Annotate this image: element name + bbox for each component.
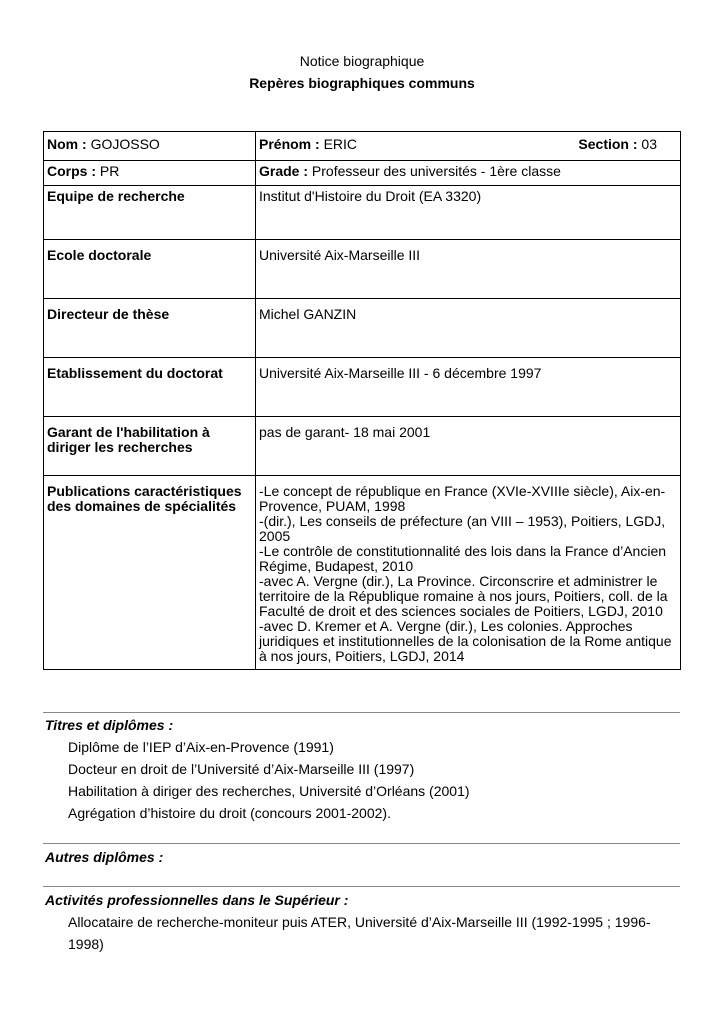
row-value: Institut d'Histoire du Droit (EA 3320) [256,186,681,240]
titres-item: Habilitation à diriger des recherches, Université d’Orléans (2001) [68,783,470,799]
grade-label: Grade : [259,163,309,179]
row-publications [44,476,681,670]
publication-item: -Le contrôle de constitutionnalité des lois dans la France d’Ancien Régime, Budapest, 2010 [259,543,667,574]
section-divider [43,843,680,844]
row-ecole [44,240,681,299]
identity-row-2 [44,161,681,186]
prenom-label: Prénom : [259,136,320,152]
section-divider [43,712,680,713]
publication-item: -Le concept de république en France (XVIe-XVIIIe siècle), Aix-en-Provence, PUAM, 1998 [259,483,666,514]
row-label: Ecole doctorale [44,240,256,299]
nom-value: GOJOSSO [90,136,160,152]
publications-label: Publications caractéristiques des domaines de spécialités [44,476,256,670]
titres-heading: Titres et diplômes : [45,717,174,733]
section-value: 03 [641,136,657,152]
row-label: Equipe de recherche [44,186,256,240]
row-label: Directeur de thèse [44,299,256,358]
row-equipe [44,186,681,240]
row-value: pas de garant- 18 mai 2001 [256,417,681,476]
row-etablissement [44,358,681,417]
titres-item: Docteur en droit de l’Université d’Aix-Marseille III (1997) [68,761,415,777]
row-garant [44,417,681,476]
corps-value: PR [99,163,120,179]
biography-table [43,131,681,670]
nom-label: Nom : [47,136,87,152]
row-directeur [44,299,681,358]
prenom-value: ERIC [323,136,358,152]
publication-item: -avec D. Kremer et A. Vergne (dir.), Les colonies. Approches juridiques et institutionnelles de la colonisation de la Rome antique à nos jours, Poitiers, LGDJ, 2014 [259,618,672,664]
identity-row-1 [44,132,681,161]
titres-item: Agrégation d’histoire du droit (concours 2001-2002). [68,805,391,821]
activites-heading: Activités professionnelles dans le Supérieur : [45,892,349,908]
publication-item: -avec A. Vergne (dir.), La Province. Circonscrire et administrer le territoire de la République romaine à nos jours, Poitiers, coll. de la Faculté de droit et des sciences sociales de Poitiers, LGDJ, 2010 [259,573,668,619]
publication-item: -(dir.), Les conseils de préfecture (an VIII – 1953), Poitiers, LGDJ, 2005 [259,513,666,544]
activites-item: Allocataire de recherche-moniteur puis ATER, Université d’Aix-Marseille III (1992-1995 ; 1996-1998) [68,914,651,952]
grade-value: Professeur des universités - 1ère classe [311,163,561,179]
row-label: Etablissement du doctorat [44,358,256,417]
row-value: Université Aix-Marseille III [256,240,681,299]
titres-item: Diplôme de l’IEP d’Aix-en-Provence (1991) [68,739,334,755]
document-title: Notice biographique [299,53,425,69]
row-label: Garant de l'habilitation à diriger les recherches [44,417,256,476]
corps-label: Corps : [47,163,96,179]
row-value: Michel GANZIN [256,299,681,358]
autres-heading: Autres diplômes : [45,849,164,865]
section-divider [43,886,680,887]
row-value: Université Aix-Marseille III - 6 décembre 1997 [256,358,681,417]
document-subtitle: Repères biographiques communs [249,75,475,91]
section-label: Section : [578,136,638,152]
publications-list [256,476,681,670]
